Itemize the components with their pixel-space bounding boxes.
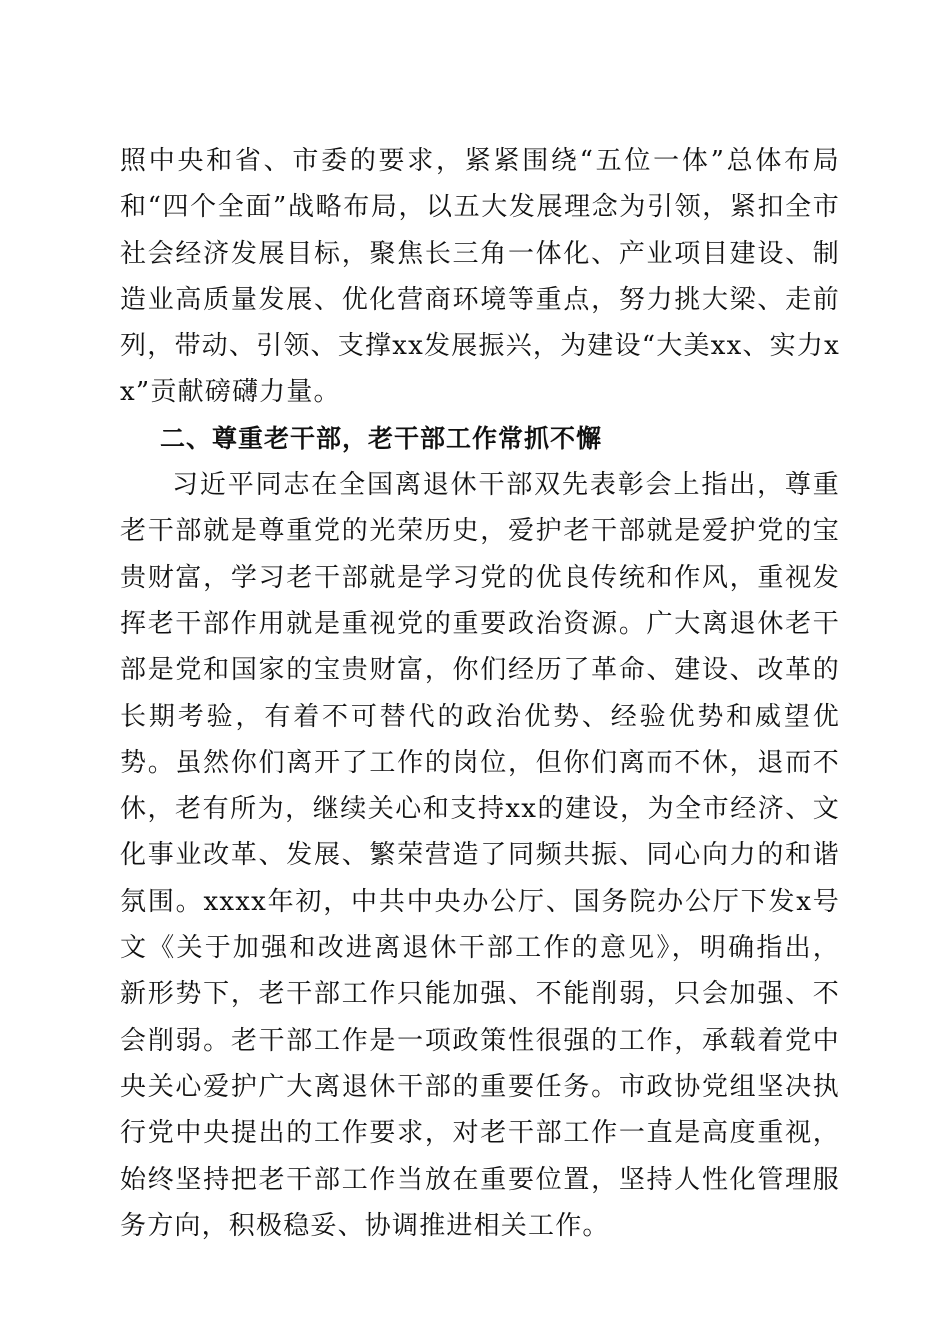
body-paragraph: 习近平同志在全国离退休干部双先表彰会上指出，尊重老干部就是尊重党的光荣历史，爱护老干部就是爱护党的宝贵财富，学习老干部就是学习党的优良传统和作风，重视发挥老干部作用就是重视党的重要政治资源。广大离退休老干部是党和国家的宝贵财富，你们经历了革命、建设、改革的长期考验，有着不可替代的政治优势、经验优势和威望优势。虽然你们离开了工作的岗位，但你们离而不休，退而不休，老有所为，继续关心和支持xx的建设，为全市经济、文化事业改革、发展、繁荣营造了同频共振、同心向力的和谐氛围。xxxx年初，中共中央办公厅、国务院办公厅下发x号文《关于加强和改进离退休干部工作的意见》，明确指出，新形势下，老干部工作只能加强、不能削弱，只会加强、不会削弱。老干部工作是一项政策性很强的工作，承载着党中央关心爱护广大离退休干部的重要任务。市政协党组坚决执行党中央提出的工作要求，对老干部工作一直是高度重视，始终坚持把老干部工作当放在重要位置，坚持人性化管理服务方向，积极稳妥、协调推进相关工作。 bbox=[120, 470, 840, 1241]
section-heading: 二、尊重老干部，老干部工作常抓不懈 bbox=[160, 423, 603, 453]
body-paragraph-continued: 照中央和省、市委的要求，紧紧围绕“五位一体”总体布局和“四个全面”战略布局，以五大发展理念为引领，紧扣全市社会经济发展目标，聚焦长三角一体化、产业项目建设、制造业高质量发展、优化营商环境等重点，努力挑大梁、走前列，带动、引领、支撑xx发展振兴，为建设“大美xx、实力xx”贡献磅礴力量。 bbox=[120, 146, 840, 408]
document-body bbox=[120, 138, 840, 1249]
